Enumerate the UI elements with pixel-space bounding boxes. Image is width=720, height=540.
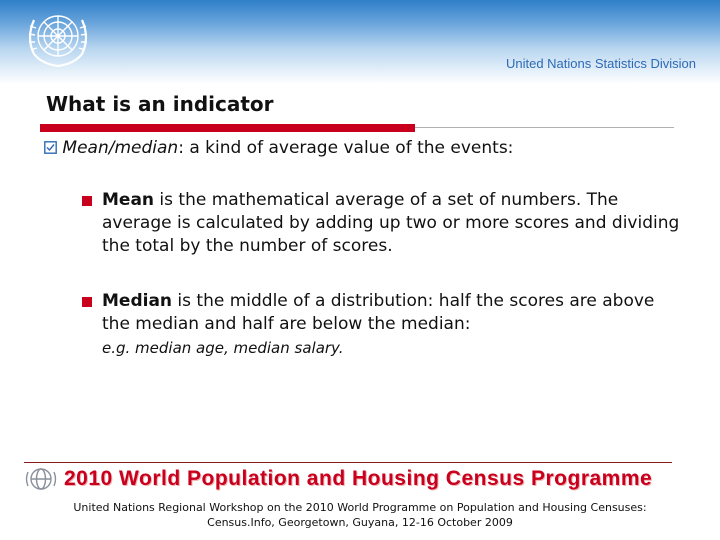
census-programme-banner: [24, 466, 694, 492]
sub-bullet-mean: [80, 189, 680, 258]
red-square-bullet-icon: [82, 196, 92, 206]
sub-bullet-median: [80, 290, 680, 360]
sub-bullet-term: Median: [102, 291, 173, 311]
header-band: [0, 0, 720, 84]
footer-caption: [0, 500, 720, 530]
division-name: United Nations Statistics Division: [505, 56, 696, 71]
slide-title: What is an indicator: [46, 92, 274, 116]
un-emblem-icon: [20, 6, 96, 70]
main-bullet-term: Mean/median: [62, 138, 179, 158]
title-underline-red: [40, 124, 415, 132]
sub-bullet-text: is the middle of a distribution: half the scores are above the median and half are below the median:: [102, 291, 655, 334]
banner-text: 2010 World Population and Housing Census Programme: [64, 467, 653, 490]
census-globe-icon: [24, 466, 58, 492]
footer-divider: [24, 462, 672, 463]
sub-bullet-example: e.g. median age, median salary.: [102, 339, 344, 357]
sub-bullet-term: Mean: [102, 190, 155, 210]
square-bullet-icon: [44, 138, 62, 158]
sub-bullet-text: is the mathematical average of a set of numbers. The average is calculated by adding up two or more scores and dividing the total by the number of scores.: [102, 190, 680, 256]
title-underline-gray: [415, 127, 674, 128]
footer-caption-line2: Census.Info, Georgetown, Guyana, 12-16 October 2009: [207, 516, 513, 529]
footer-caption-line1: United Nations Regional Workshop on the 2010 World Programme on Population and Housing Censuses:: [73, 501, 647, 514]
main-bullet: [44, 137, 684, 159]
red-square-bullet-icon: [82, 297, 92, 307]
main-bullet-text: : a kind of average value of the events:: [178, 138, 514, 158]
